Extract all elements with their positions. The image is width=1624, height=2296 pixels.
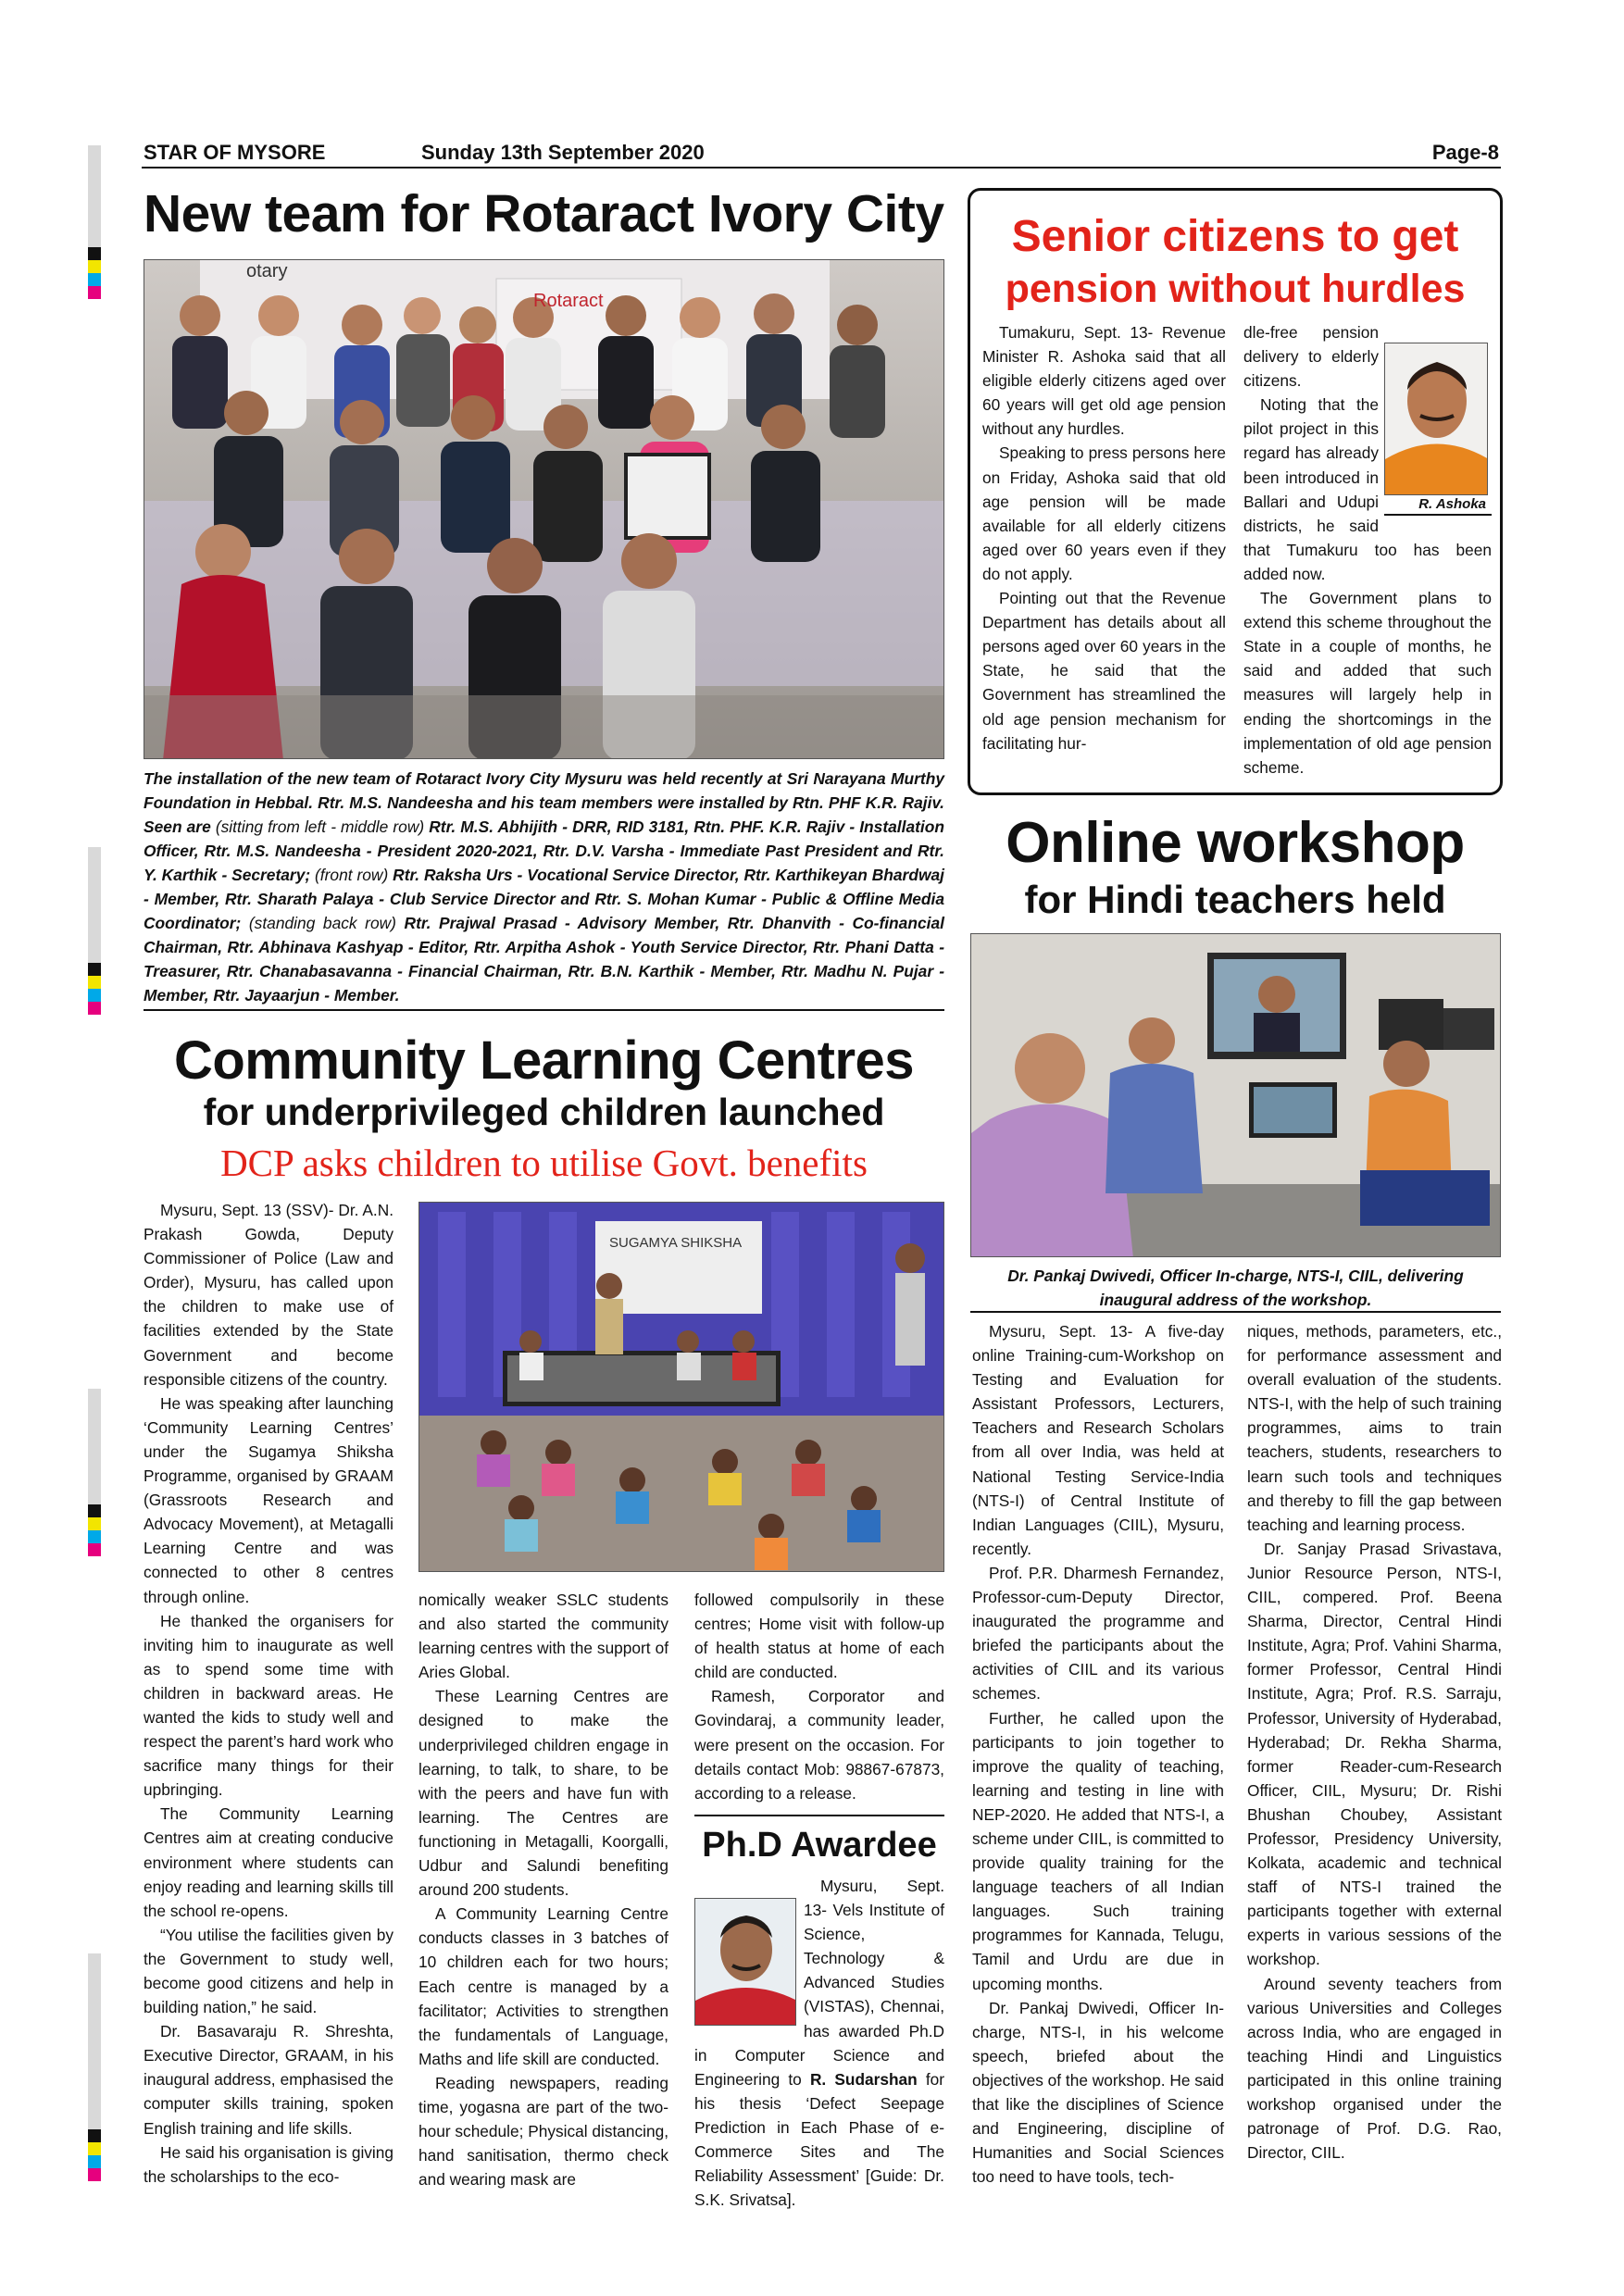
paragraph: These Learning Centres are designed to make the underprivileged children engage in learning, to talk, to share, to be with the peers and have fun with learning. The Centres are functioning in Metagalli, Koorgalli, Udbur and Salundi benefiting around 200 students.	[418, 1687, 668, 1900]
issue-date: Sunday 13th September 2020	[421, 141, 705, 164]
paragraph: Speaking to press persons here on Friday, Ashoka said that old age pension will be made available for all elderly citizens aged over 60 years even if they do not apply.	[982, 443, 1226, 583]
caption-note: (front row)	[315, 866, 389, 884]
paragraph: followed compulsorily in these centres; Home visit with follow-up of health status at home of each child are conducted.	[694, 1591, 944, 1682]
paragraph: Dr. Basavaraju R. Shreshta, Executive Director, GRAAM, in his inaugural address, emphasised the computer skills training, spoken English training and life skills.	[144, 2022, 394, 2138]
paragraph: dle-free pension delivery to elderly citizens.	[1243, 323, 1379, 391]
page-number: Page-8	[1431, 141, 1499, 164]
paragraph: Mysuru, Sept. 13 (SSV)- Dr. A.N. Prakash Gowda, Deputy Commissioner of Police (Law and Order), Mysuru, has called upon the children to make use of facilities extended by the State Government and become responsible citizens of the country.	[144, 1201, 394, 1389]
phd-text: Mysuru, Sept. 13- Vels Institute of Science, Technology & Advanced Studies (VISTAS), Chennai, has awarded Ph.D in Computer Science and Engineering to	[694, 1877, 944, 2089]
paragraph: “You utilise the facilities given by the Government to study well, become good citizens and help in building nation,” he said.	[144, 1925, 394, 2017]
registration-mark	[88, 1953, 101, 2181]
community-column-1	[144, 1198, 394, 2189]
registration-mark	[88, 847, 101, 1015]
paragraph: A Community Learning Centre conducts classes in 3 batches of 10 children each for two hours; Each centre is managed by a facilitator; Activities to strengthen the fundamentals of Language, Maths and life skill are conducted.	[418, 1904, 668, 2068]
paragraph: Around seventy teachers from various Universities and Colleges across India, who are engaged in teaching Hindi and Linguistics participated in this online training workshop organised under the patronage of Prof. D.G. Rao, Director, CIIL.	[1247, 1974, 1502, 2163]
caption-text: Rtr. M.S. Abhijith - DRR, RID 3181, Rtn. PHF. K.R. Rajiv - Installation Officer, Rtr. M.S. Nandeesha - President 2020-2021, Rtr. D.V. Varsha - Immediate Past President and Rtr. Y. Karthik - Secretary;	[144, 817, 944, 884]
senior-column-2	[1243, 320, 1492, 780]
senior-column-1	[982, 320, 1226, 755]
caption-text: The installation of the new team of Rotaract Ivory City Mysuru was held recently at Sri Narayana Murthy Foundation in Hebbal. Rtr. M.S. Nandeesha and his team members were installed by Rtn. PHF K.R. Rajiv. Seen are	[144, 769, 944, 836]
paragraph: He thanked the organisers for inviting him to inaugurate as well as to spend some time with children in backward areas. He wanted the kids to study well and respect the parent’s hard work who sacrifice many things for their upbringing.	[144, 1611, 394, 1800]
section-rule	[144, 1009, 944, 1011]
paragraph: nomically weaker SSLC students and also started the community learning centres with the support of Aries Global.	[418, 1591, 668, 1682]
workshop-column-2	[1247, 1319, 1502, 2165]
paragraph: Reading newspapers, reading time, yogasna are part of the two-hour schedule; Physical distancing, hand sanitisation, thermo check and wearing mask are	[418, 2073, 668, 2190]
registration-mark	[88, 145, 101, 299]
paragraph: Tumakuru, Sept. 13- Revenue Minister R. Ashoka said that all eligible elderly citizens aged over 60 years will get old age pension without any hurdles.	[982, 323, 1226, 439]
photo-banner-right: Rotaract	[533, 291, 604, 311]
ashoka-photo-block	[1384, 343, 1492, 516]
paragraph: Dr. Sanjay Prasad Srivastava, Junior Resource Person, NTS-I, CIIL, compered. Prof. Beena Sharma, Director, Central Hindi Institute, Agra; Prof. Vahini Sharma, former Professor, Central Hindi Institute, Agra; Prof. R.S. Sarraju, Professor, University of Hyderabad, Hyderabad; Dr. Rekha Sharma, former Reader-cum-Research Officer, CIIL, Mysuru; Dr. Rishi Bhushan Choubey, Assistant Professor, Presidency University, Kolkata, academic and technical staff of NTS-I trained the participants together with external experts in various sessions of the workshop.	[1247, 1539, 1502, 1969]
ashoka-photo-caption: R. Ashoka	[1384, 495, 1492, 516]
newspaper-name: STAR OF MYSORE	[144, 141, 326, 164]
caption-note: (standing back row)	[248, 914, 396, 932]
senior-headline-line2: pension without hurdles	[1005, 267, 1466, 311]
community-headline-line2: for underprivileged children launched	[203, 1091, 885, 1133]
paragraph: Noting that the pilot project in this regard has already been introduced in Ballari and Udupi districts, he said that Tumakuru too has been added now.	[1243, 395, 1492, 583]
rotaract-group-photo	[144, 259, 944, 759]
senior-headline-line1: Senior citizens to get	[1011, 212, 1459, 261]
ashoka-photo	[1384, 343, 1488, 495]
workshop-caption: Dr. Pankaj Dwivedi, Officer In-charge, NTS-I, CIIL, delivering inaugural address of the workshop.	[1007, 1267, 1464, 1309]
paragraph: Ramesh, Corporator and Govindaraj, a community leader, were present on the occasion. For details contact Mob: 98867-67873, according to a release.	[694, 1687, 944, 1803]
awardee-name: R. Sudarshan	[809, 2069, 918, 2089]
paragraph: He said his organisation is giving the scholarships to the eco-	[144, 2142, 394, 2186]
workshop-headline-line1: Online workshop	[1006, 811, 1465, 875]
phd-article-text	[694, 1874, 944, 2212]
section-rule	[970, 1311, 1501, 1313]
photo-banner-left: otary	[246, 261, 288, 281]
paragraph: niques, methods, parameters, etc., for performance assessment and overall evaluation of the students. NTS-I, with the help of such training programmes, aims to train teachers, students, researchers to learn such tools and techniques and thereby to fill the gap between teaching and learning process.	[1247, 1322, 1502, 1534]
phd-headline: Ph.D Awardee	[702, 1826, 937, 1865]
community-headline-line1: Community Learning Centres	[173, 1030, 915, 1091]
paragraph: The Government plans to extend this scheme throughout the State in a couple of months, he said and added that such measures will largely help in ending the shortcomings in the implementation of old age pension scheme.	[1243, 589, 1492, 777]
paragraph: The Community Learning Centres aim at creating conducive environment where students can enjoy reading and learning skills till the school re-opens.	[144, 1804, 394, 1920]
community-subheadline: DCP asks children to utilise Govt. benefits	[220, 1142, 868, 1184]
section-rule	[694, 1815, 944, 1816]
workshop-photo	[970, 933, 1501, 1257]
sudarshan-photo	[694, 1898, 796, 2026]
community-column-3	[694, 1588, 944, 1805]
rotaract-caption	[144, 767, 944, 1007]
workshop-column-1	[972, 1319, 1224, 2189]
workshop-headline-line2: for Hindi teachers held	[1024, 878, 1446, 921]
paragraph: Prof. P.R. Dharmesh Fernandez, Professor-cum-Deputy Director, inaugurated the programme and briefed the participants about the activities of CIIL and its various schemes.	[972, 1563, 1224, 1703]
registration-mark	[88, 1389, 101, 1556]
caption-text: Rtr. Prajwal Prasad - Advisory Member, Rtr. Dhanvith - Co-financial Chairman, Rtr. Abhinava Kashyap - Editor, Rtr. Arpitha Ashok - Youth Service Director, Rtr. Phani Datta - Treasurer, Rtr. Chanabasavanna - Financial Chairman, Rtr. B.N. Karthik - Member, Rtr. Madhu N. Pujar - Member, Rtr. Jayaarjun - Member.	[144, 914, 944, 1004]
paragraph: Mysuru, Sept. 13- A five-day online Training-cum-Workshop on Testing and Evaluation for Assistant Professors, Lecturers, Teachers and Research Scholars from all over India, was held at National Testing Service-India (NTS-I) of Central Institute of Indian Languages (CIIL), Mysuru, recently.	[972, 1322, 1224, 1558]
rotaract-headline: New team for Rotaract Ivory City	[144, 184, 944, 243]
caption-note: (sitting from left - middle row)	[215, 817, 425, 836]
community-column-2	[418, 1588, 668, 2191]
phd-text: for his thesis ‘Defect Seepage Prediction in Each Phase of e-Commerce Sites and The Reliability Assessment’ [Guide: Dr. S.K. Srivatsa].	[694, 2069, 944, 2210]
caption-text: Rtr. Raksha Urs - Vocational Service Director, Rtr. Karthikeyan Bhardwaj - Member, Rtr. Sharath Palaya - Club Service Director and Rtr. S. Mohan Kumar - Public & Offline Media Coordinator;	[144, 866, 944, 932]
paragraph: Dr. Pankaj Dwivedi, Officer In-charge, NTS-I, in his welcome speech, briefed about the objectives of the workshop. He said that like the disciplines of Science and Engineering, discipline of Humanities and Social Sciences too need to have tools, tech-	[972, 1998, 1224, 2187]
page-header	[142, 139, 1501, 168]
community-photo	[418, 1202, 944, 1572]
photo-banner: SUGAMYA SHIKSHA	[609, 1235, 743, 1251]
paragraph: He was speaking after launching ‘Community Learning Centres’ under the Sugamya Shiksha Programme, organised by GRAAM (Grassroots Research and Advocacy Movement), at Metagalli Learning Centre and was connected to other 8 centres through online.	[144, 1393, 394, 1606]
paragraph: Further, he called upon the participants to join together to improve the quality of teaching, learning and testing in line with NEP-2020. He added that NTS-I, a scheme under CIIL, is committed to provide quality training for the language teachers of all Indian languages. Such training programmes for Kannada, Telugu, Tamil and Urdu are due in upcoming months.	[972, 1708, 1224, 1993]
senior-citizens-article	[968, 188, 1503, 795]
paragraph: Pointing out that the Revenue Department has details about all persons aged over 60 years in the State, he said that the Government has streamlined the old age pension mechanism for facilitating hur-	[982, 589, 1226, 753]
